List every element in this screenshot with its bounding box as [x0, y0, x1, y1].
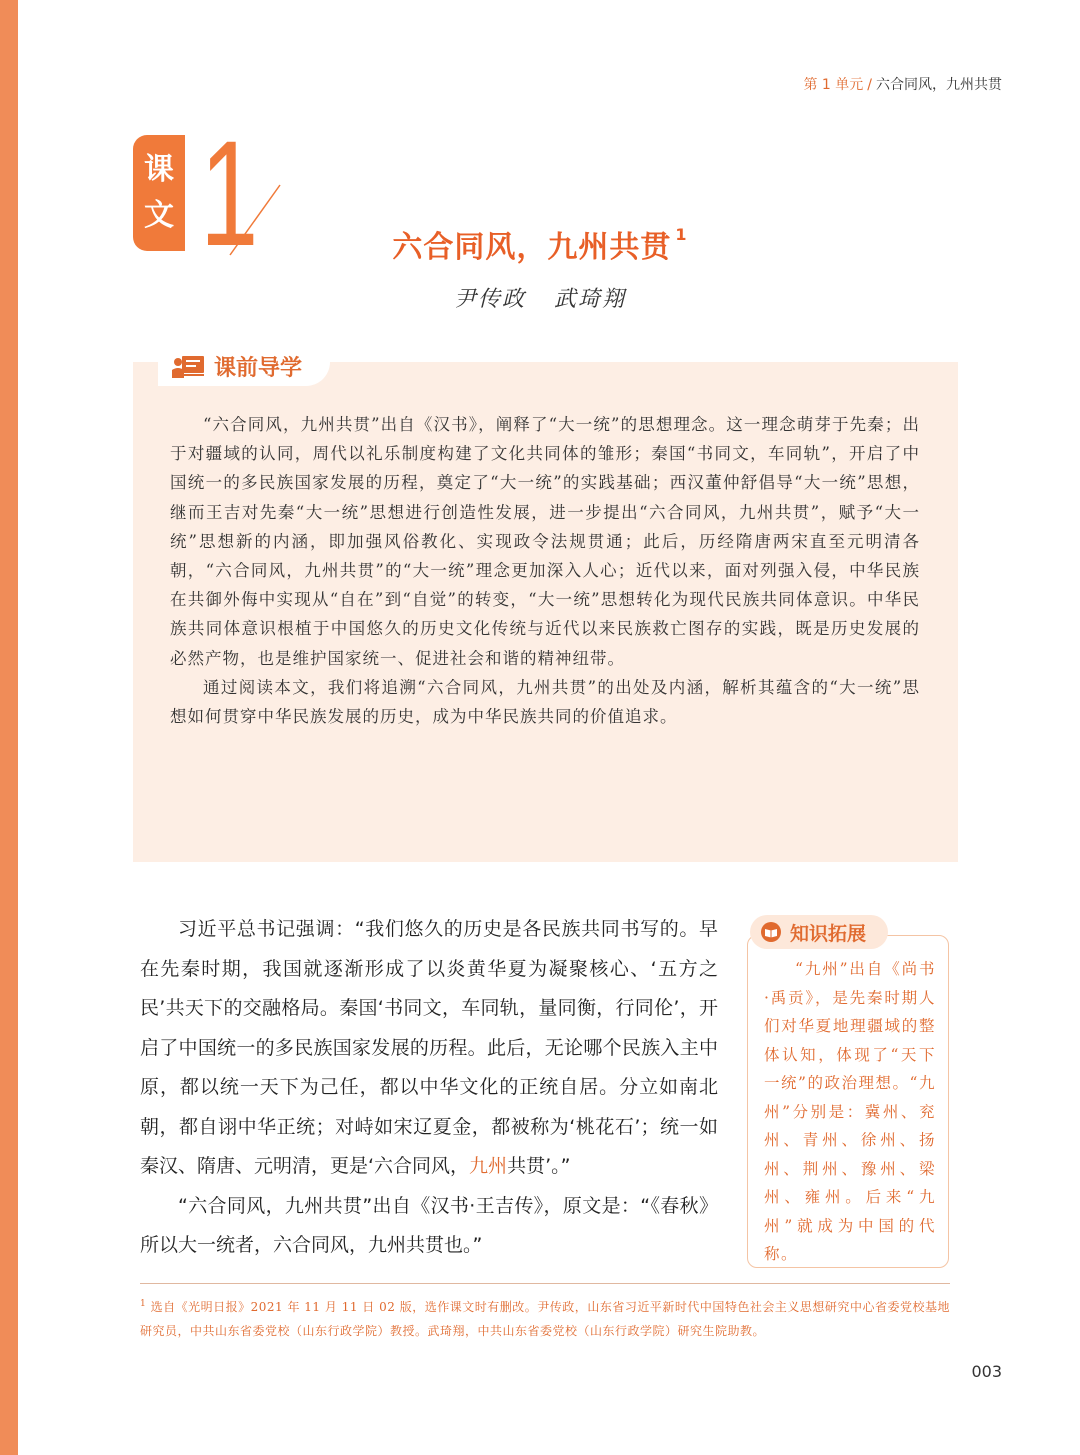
jiuzhou-highlight[interactable]: 九州	[469, 1155, 508, 1177]
authors	[0, 282, 1080, 313]
knowledge-paragraph: “九州”出自《尚书·禹贡》，是先秦时期人们对华夏地理疆域的整体认知，体现了“天下一统”的政治理想。“九州”分别是：冀州、兖州、青州、徐州、扬州、荆州、豫州、梁州、雍州。后来“九州”就成为中国的代称。	[764, 960, 936, 1263]
footnote	[140, 1292, 950, 1343]
author-2: 武琦翔	[554, 287, 627, 312]
guide-paragraph-2: 通过阅读本文，我们将追溯“六合同风，九州共贯”的出处及内涵，解析其蕴含的“大一统”思想如何贯穿中华民族发展的历史，成为中华民族共同的价值追求。	[170, 677, 920, 727]
main-body	[140, 910, 718, 1266]
main-p1-before: 习近平总书记强调：“我们悠久的历史是各民族共同书写的。早在先秦时期，我国就逐渐形成了以炎黄华夏为凝聚核心、‘五方之民’共天下的交融格局。秦国‘书同文，车同轨，量同衡，行同伦’，开启了中国统一的多民族国家发展的历程。此后，无论哪个民族入主中原，都以统一天下为己任，都以中华文化的正统自居。分立如南北朝，都自诩中华正统；对峙如宋辽夏金，都被称为‘桃花石’；统一如秦汉、隋唐、元明清，更是‘六合同风，	[140, 918, 718, 1177]
guide-text	[170, 410, 920, 731]
lesson-title-text: 六合同风，九州共贯	[392, 230, 672, 265]
guide-label: 课前导学	[214, 355, 303, 381]
lesson-title	[0, 222, 1080, 266]
left-accent-bar	[0, 0, 18, 1455]
guide-tab	[158, 346, 330, 386]
footnote-divider	[140, 1283, 950, 1284]
main-paragraph-1	[140, 910, 718, 1187]
knowledge-text	[764, 955, 936, 1269]
unit-label: 第 1 单元	[803, 77, 864, 93]
lesson-number: 1	[200, 109, 259, 277]
title-footnote-mark[interactable]: 1	[675, 225, 688, 244]
knowledge-tab	[750, 915, 888, 949]
main-p1-after: 共贯’。”	[507, 1155, 571, 1177]
header-separator: /	[867, 77, 872, 93]
book-icon	[760, 921, 782, 943]
header-section: 六合同风，九州共贯	[876, 77, 1002, 93]
author-1: 尹传政	[453, 287, 526, 312]
main-paragraph-2: “六合同风，九州共贯”出自《汉书·王吉传》，原文是：“《春秋》所以大一统者，六合同风，九州共贯也。”	[140, 1194, 718, 1256]
page-number: 003	[971, 1362, 1002, 1381]
lesson-tag: 课文	[133, 135, 185, 251]
footnote-mark: 1	[140, 1299, 147, 1309]
guide-paragraph-1: “六合同风，九州共贯”出自《汉书》，阐释了“大一统”的思想理念。这一理念萌芽于先秦；出于对疆域的认同，周代以礼乐制度构建了文化共同体的雏形；秦国“书同文，车同轨”，开启了中国统一的多民族国家发展的历程，奠定了“大一统”的实践基础；西汉董仲舒倡导“大一统”思想，继而王吉对先秦“大一统”思想进行创造性发展，进一步提出“六合同风，九州共贯”，赋予“大一统”思想新的内涵，即加强风俗教化、实现政令法规贯通；此后，历经隋唐两宋直至元明清各朝，“六合同风，九州共贯”的“大一统”理念更加深入人心；近代以来，面对列强入侵，中华民族在共御外侮中实现从“自在”到“自觉”的转变，“大一统”思想转化为现代民族共同体意识。中华民族共同体意识根植于中国悠久的历史文化传统与近代以来民族救亡图存的实践，既是历史发展的必然产物，也是维护国家统一、促进社会和谐的精神纽带。	[170, 415, 920, 668]
footnote-text: 选自《光明日报》2021 年 11 月 11 日 02 版，选作课文时有删改。尹传政，山东省习近平新时代中国特色社会主义思想研究中心省委党校基地研究员，中共山东省委党校（山东行政学院）教授。武琦翔，中共山东省委党校（山东行政学院）研究生院助教。	[140, 1300, 950, 1338]
running-header	[803, 74, 1002, 94]
presentation-board-icon	[172, 354, 206, 378]
knowledge-label: 知识拓展	[790, 922, 867, 945]
